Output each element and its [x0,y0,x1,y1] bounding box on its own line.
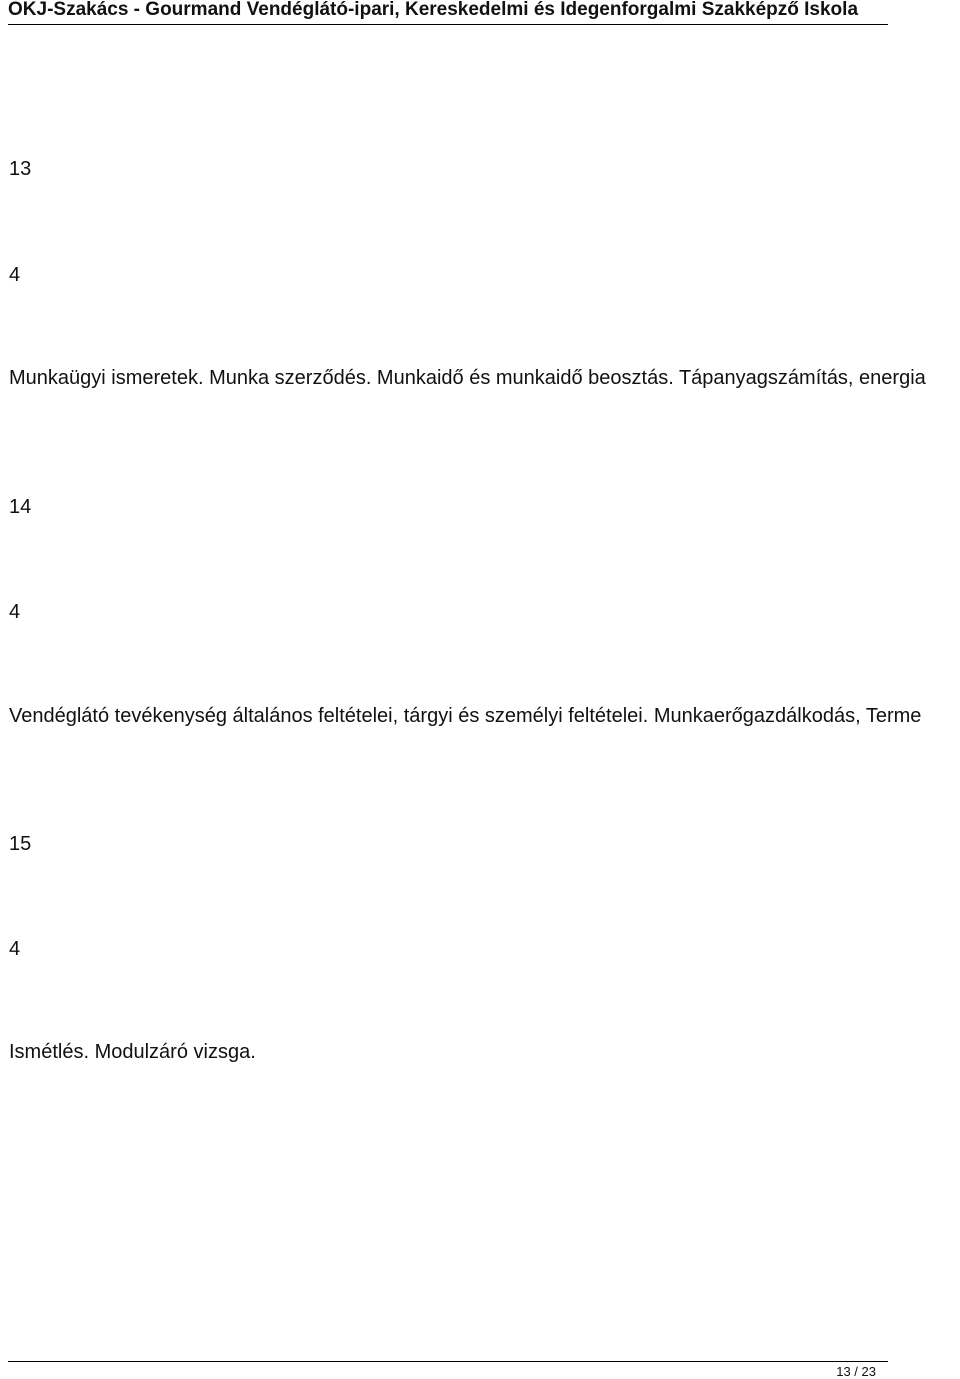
row-13-topic: Munkaügyi ismeretek. Munka szerződés. Munkaidő és munkaidő beosztás. Tápanyagszámítás, energia [9,367,926,389]
page-footer [8,1361,888,1379]
row-14-number: 14 [9,496,32,518]
row-13-hours: 4 [9,264,21,286]
row-14-hours: 4 [9,601,21,623]
header-title: OKJ-Szakács - Gourmand Vendéglátó-ipari, Kereskedelmi és Idegenforgalmi Szakképző Iskola [8,0,859,20]
row-14-topic: Vendéglátó tevékenység általános feltételei, tárgyi és személyi feltételei. Munkaerőgazdálkodás, Terme [9,705,922,727]
row-15-topic: Ismétlés. Modulzáró vizsga. [9,1041,256,1063]
page-header [8,0,888,25]
row-13-number: 13 [9,158,32,180]
row-15-hours: 4 [9,938,21,960]
page-number: 13 / 23 [836,1364,876,1379]
row-15-number: 15 [9,833,32,855]
